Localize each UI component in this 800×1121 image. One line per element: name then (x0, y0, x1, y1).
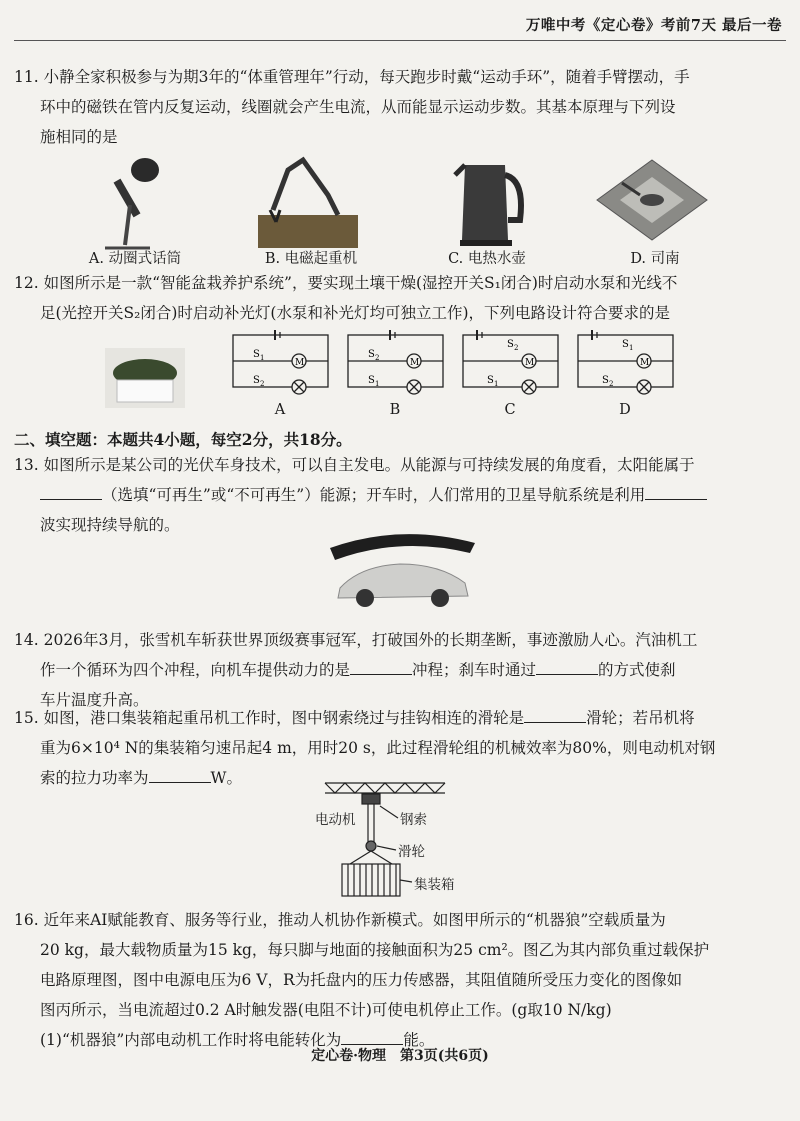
compass-sinan-image (592, 155, 712, 245)
q14-blank-2[interactable] (536, 660, 598, 675)
svg-text:S: S (602, 375, 609, 386)
svg-text:M: M (295, 358, 305, 368)
q12-text: 12. 如图所示是一款“智能盆栽养护系统”，要实现土壤干燥(湿控开关S₁闭合)时启动水泵和光线不 足(光控开关S₂闭合)时启动补光灯(水泵和补光灯均可独立工作)，下列电路设计符合要求的是 (14, 274, 678, 322)
q11-text: 11. 小静全家积极参与为期3年的“体重管理年”行动，每天跑步时戴“运动手环”，随着手臂摆动，手 环中的磁铁在管内反复运动，线圈就会产生电流，从而能显示运动步数。其基本原理与下列设 施相同的是 (14, 68, 690, 146)
circuit-c-label: C (504, 402, 516, 418)
q16-text: 16. 近年来AI赋能教育、服务等行业，推动人机协作新模式。如图甲所示的“机器狼”空载质量为 20 kg，最大载物质量为15 kg，每只脚与地面的接触面积为25 cm²。图乙为其内部负重过载保护 电路原理图，图中电源电压为6 V，R为托盘内的压力传感器，其阻值随所受压力变化的图像如 图丙所示，当电流超过0.2 A时触发器(电阻不计)可使电机停止工作。(g取10 N/kg) (1)“机器狼”内部电动机工作时将电能转化为 能。 (14, 911, 710, 1049)
circuit-a (225, 325, 335, 405)
q15-text: 15. 如图，港口集装箱起重吊机工作时，图中钢索绕过与挂钩相连的滑轮是 滑轮；若吊机将 重为6×10⁴ N的集装箱匀速吊起4 m，用时20 s，此过程滑轮组的机械效率为80%，则电动机对钢 索的拉力功率为 W。 (14, 709, 716, 787)
circuit-b (340, 325, 450, 405)
page-footer: 定心卷·物理 第3页(共6页) (311, 1048, 489, 1064)
section-title: 二、填空题：本题共4小题，每空2分，共18分。 (14, 430, 352, 449)
q14-blank-1[interactable] (350, 660, 412, 675)
svg-text:S: S (253, 349, 260, 360)
q13-blank-2[interactable] (645, 485, 707, 500)
q15-blank-1[interactable] (524, 708, 586, 723)
q11-option-d: D. 司南 (630, 251, 680, 267)
svg-text:1: 1 (260, 354, 265, 362)
svg-text:2: 2 (260, 380, 265, 388)
svg-text:M: M (640, 358, 650, 368)
svg-text:1: 1 (375, 380, 380, 388)
crane-image (258, 150, 358, 250)
svg-text:2: 2 (375, 354, 380, 362)
label-cable: 钢索 (400, 812, 427, 828)
svg-text:S: S (253, 375, 260, 386)
label-pulley: 滑轮 (398, 844, 425, 860)
header-divider (14, 40, 786, 41)
q13-text: 13. 如图所示是某公司的光伏车身技术，可以自主发电。从能源与可持续发展的角度看，太阳能属于 （选填“可再生”或“不可再生”）能源；开车时，人们常用的卫星导航系统是利用 波实现持续导航的。 (14, 450, 788, 540)
q13-blank-1[interactable] (40, 485, 102, 500)
q11-option-b: B. 电磁起重机 (264, 251, 358, 267)
solar-car-image (320, 528, 480, 608)
potted-plant-image (105, 348, 185, 408)
circuit-d (570, 325, 680, 405)
svg-text:S: S (507, 339, 514, 350)
q14-text: 14. 2026年3月，张雪机车斩获世界顶级赛事冠军，打破国外的长期垄断，事迹激励人心。汽油机工 作一个循环为四个冲程，向机车提供动力的是 冲程；刹车时通过 的方式使刹 车片温度升高。 (14, 631, 698, 709)
circuit-b-label: B (389, 402, 401, 418)
label-container: 集装箱 (414, 877, 455, 893)
q16-blank-1[interactable] (341, 1030, 403, 1045)
kettle-image (450, 150, 530, 250)
svg-text:1: 1 (494, 380, 499, 388)
svg-text:M: M (525, 358, 535, 368)
svg-text:1: 1 (629, 344, 634, 352)
svg-text:2: 2 (609, 380, 614, 388)
q11-option-c: C. 电热水壶 (448, 251, 526, 267)
svg-text:2: 2 (514, 344, 519, 352)
microphone-image (95, 150, 185, 250)
circuit-a-label: A (274, 402, 286, 418)
svg-text:M: M (410, 358, 420, 368)
svg-text:S: S (368, 349, 375, 360)
svg-text:S: S (622, 339, 629, 350)
circuit-c (455, 325, 565, 405)
q15-blank-2[interactable] (149, 768, 211, 783)
circuit-d-label: D (619, 402, 631, 418)
svg-text:S: S (487, 375, 494, 386)
q11-option-a: A. 动圈式话筒 (88, 251, 182, 267)
page-header: 万唯中考《定心卷》考前7天 最后一卷 (525, 17, 782, 34)
svg-text:S: S (368, 375, 375, 386)
label-motor: 电动机 (315, 812, 356, 828)
